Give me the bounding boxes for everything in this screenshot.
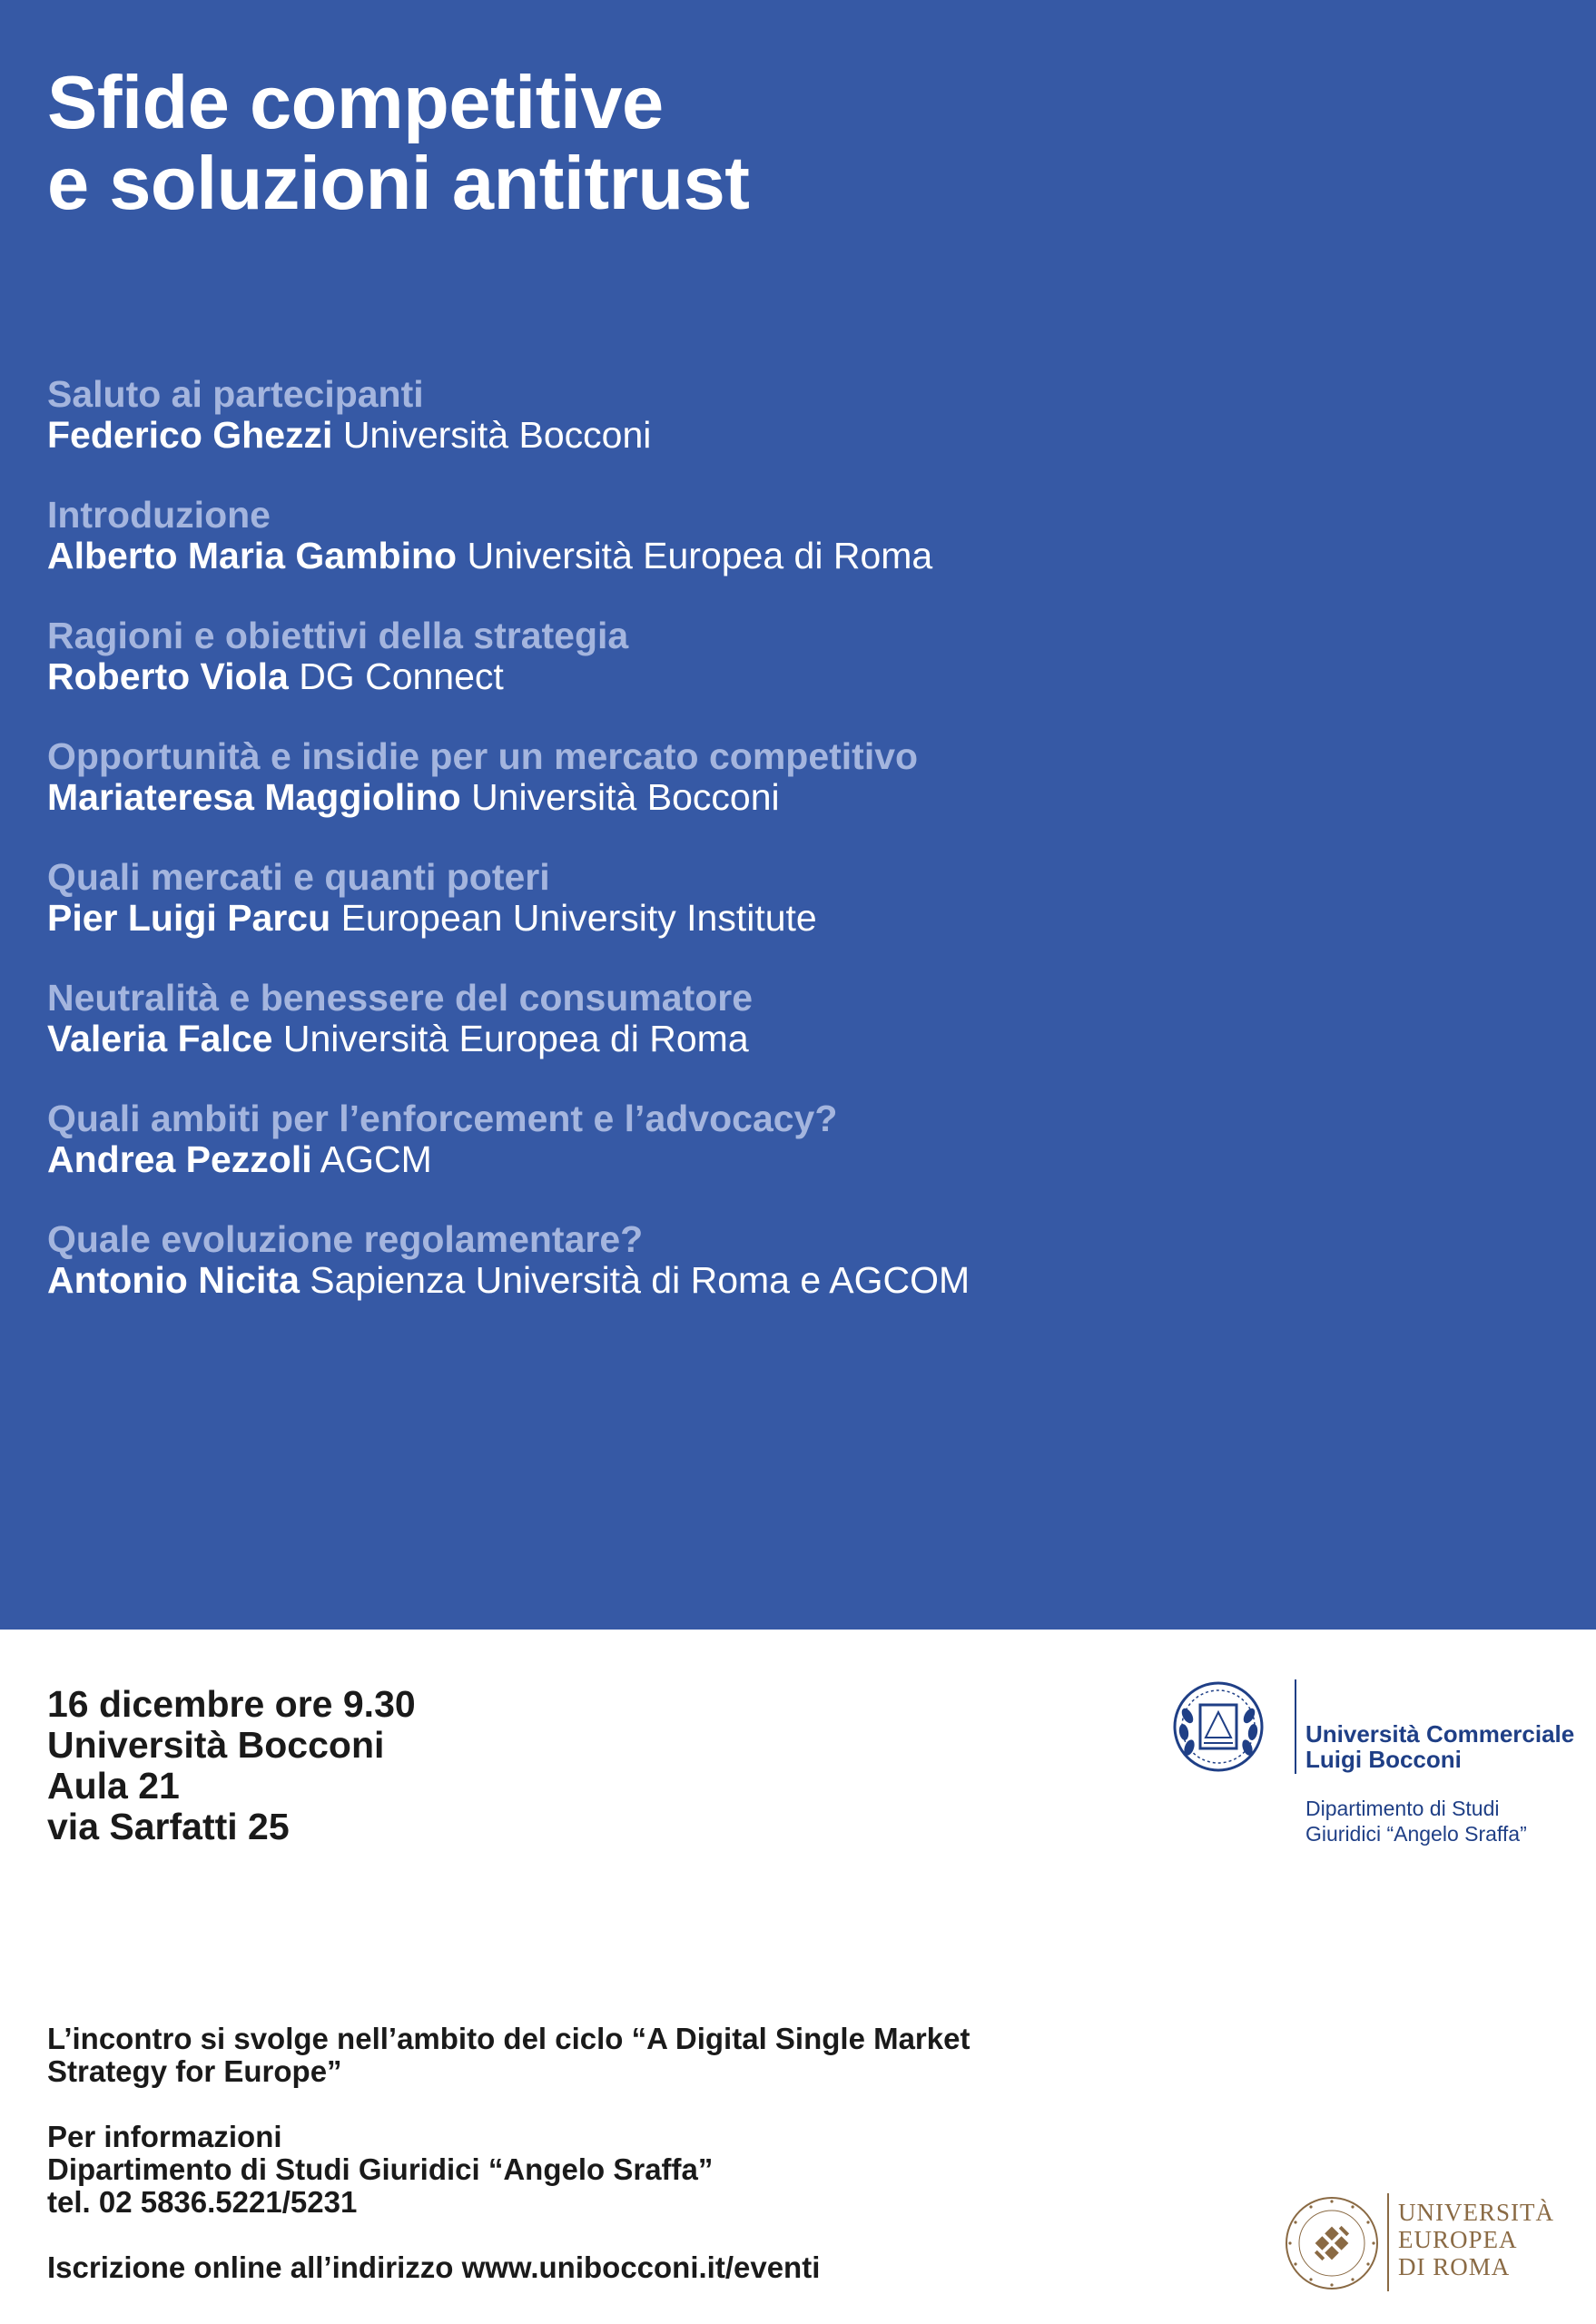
- program-item: [47, 1098, 1318, 1219]
- program-topic: Introduzione: [47, 494, 271, 536]
- bocconi-logo-divider: [1295, 1679, 1296, 1774]
- bocconi-department: [1305, 1796, 1527, 1846]
- program-item: [47, 736, 1318, 857]
- program-topic: Ragioni e obiettivi della strategia: [47, 615, 629, 656]
- uer-seal-icon: [1282, 2193, 1382, 2293]
- event-room: Aula 21: [47, 1765, 180, 1807]
- speaker-name: Alberto Maria Gambino: [47, 535, 458, 576]
- event-date: 16 dicembre ore 9.30: [47, 1683, 416, 1725]
- speaker-affiliation: Università Bocconi: [342, 414, 652, 456]
- speaker-affiliation: Università Bocconi: [471, 776, 780, 818]
- program-item: [47, 978, 1318, 1098]
- speaker-name: Mariateresa Maggiolino: [47, 776, 461, 818]
- uer-logo-divider: [1387, 2193, 1389, 2291]
- speaker-affiliation: AGCM: [320, 1138, 432, 1180]
- uer-name: [1398, 2199, 1554, 2280]
- bocconi-seal-icon: [1171, 1679, 1266, 1774]
- cycle-note-line-1: L’incontro si svolge nell’ambito del ciclo “A Digital Single Market: [47, 2022, 970, 2055]
- info-telephone: tel. 02 5836.5221/5231: [47, 2185, 358, 2219]
- bocconi-dept-line-1: Dipartimento di Studi: [1305, 1797, 1500, 1820]
- program-topic: Quali ambiti per l’enforcement e l’advocacy?: [47, 1098, 838, 1139]
- uer-logo: [1282, 2188, 1591, 2297]
- program-list: [47, 374, 1318, 1340]
- program-item: [47, 374, 1318, 495]
- bocconi-name: [1305, 1721, 1574, 1772]
- poster-title: [47, 62, 749, 223]
- program-speaker-line: [47, 898, 1318, 939]
- speaker-name: Andrea Pezzoli: [47, 1138, 312, 1180]
- program-topic: Saluto ai partecipanti: [47, 373, 424, 415]
- speaker-name: Roberto Viola: [47, 655, 289, 697]
- program-speaker-line: [47, 536, 1318, 576]
- program-topic: Quale evoluzione regolamentare?: [47, 1218, 644, 1260]
- speaker-affiliation: Università Europea di Roma: [467, 535, 933, 576]
- program-speaker-line: [47, 415, 1318, 456]
- speaker-affiliation: Sapienza Università di Roma e AGCOM: [310, 1259, 970, 1301]
- program-topic: Opportunità e insidie per un mercato competitivo: [47, 735, 919, 777]
- program-speaker-line: [47, 656, 1318, 697]
- program-item: [47, 495, 1318, 615]
- title-line-1: Sfide competitive: [47, 60, 664, 144]
- program-speaker-line: [47, 777, 1318, 818]
- uer-name-line-3: DI ROMA: [1398, 2253, 1511, 2280]
- speaker-affiliation: Università Europea di Roma: [282, 1018, 749, 1059]
- program-item: [47, 857, 1318, 978]
- speaker-name: Federico Ghezzi: [47, 414, 333, 456]
- speaker-affiliation: DG Connect: [299, 655, 504, 697]
- speaker-name: Antonio Nicita: [47, 1259, 300, 1301]
- event-address: via Sarfatti 25: [47, 1806, 290, 1847]
- cycle-note-line-2: Strategy for Europe”: [47, 2054, 342, 2088]
- bocconi-name-line-1: Università Commerciale: [1305, 1720, 1575, 1748]
- event-venue: Università Bocconi: [47, 1724, 385, 1766]
- uer-name-line-1: UNIVERSITÀ: [1398, 2199, 1554, 2226]
- registration-note: Iscrizione online all’indirizzo www.unibocconi.it/eventi: [47, 2250, 821, 2284]
- program-speaker-line: [47, 1019, 1318, 1059]
- program-topic: Neutralità e benessere del consumatore: [47, 977, 754, 1019]
- speaker-affiliation: European University Institute: [340, 897, 817, 939]
- event-details: [47, 1684, 416, 1847]
- program-speaker-line: [47, 1260, 1318, 1301]
- bocconi-logo: [1171, 1679, 1589, 1861]
- info-department: Dipartimento di Studi Giuridici “Angelo Sraffa”: [47, 2152, 714, 2186]
- speaker-name: Valeria Falce: [47, 1018, 273, 1059]
- bocconi-name-line-2: Luigi Bocconi: [1305, 1746, 1462, 1773]
- bocconi-dept-line-2: Giuridici “Angelo Sraffa”: [1305, 1822, 1527, 1846]
- program-speaker-line: [47, 1139, 1318, 1180]
- event-notes: [47, 2023, 970, 2284]
- program-topic: Quali mercati e quanti poteri: [47, 856, 550, 898]
- uer-name-line-2: EUROPEA: [1398, 2226, 1518, 2253]
- title-line-2: e soluzioni antitrust: [47, 141, 750, 225]
- program-item: [47, 1219, 1318, 1340]
- program-item: [47, 615, 1318, 736]
- info-label: Per informazioni: [47, 2120, 282, 2153]
- speaker-name: Pier Luigi Parcu: [47, 897, 331, 939]
